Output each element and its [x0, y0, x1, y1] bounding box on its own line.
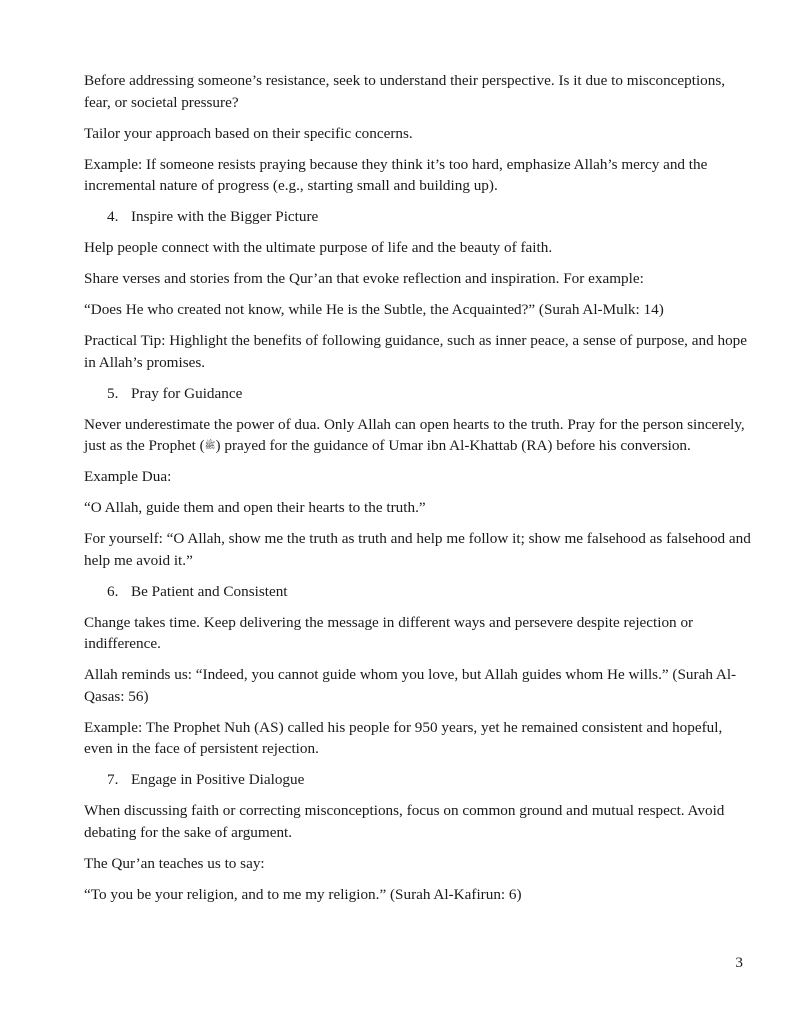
quote-al-mulk: “Does He who created not know, while He is the Subtle, the Acquainted?” (Surah Al-Mulk: 14) — [84, 301, 664, 318]
paragraph-ultimate-purpose: Help people connect with the ultimate purpose of life and the beauty of faith. — [84, 239, 553, 256]
paragraph-tailor-approach: Tailor your approach based on their specific concerns. — [84, 124, 413, 142]
paragraph-common-ground: When discussing faith or correcting misconceptions, focus on common ground and mutual respect. Avoid debating for the sake of argument. — [84, 802, 725, 841]
list-item-6 — [84, 581, 752, 603]
paragraph-understand-perspective: Before addressing someone’s resistance, seek to understand their perspective. Is it due to misconceptions, fear, or societal pressure? — [84, 72, 726, 111]
list-item-number: 5. — [107, 384, 119, 402]
list-item-label: Engage in Positive Dialogue — [131, 771, 305, 788]
paragraph-example-nuh: Example: The Prophet Nuh (AS) called his people for 950 years, yet he remained consistent and hopeful, even in the face of persistent rejection. — [84, 718, 723, 757]
quote-dua-guide-them: “O Allah, guide them and open their hearts to the truth.” — [84, 499, 426, 516]
quote-al-qasas: Allah reminds us: “Indeed, you cannot guide whom you love, but Allah guides whom He wills.” (Surah Al-Qasas: 56) — [84, 666, 737, 705]
document-page — [84, 70, 752, 915]
list-item-number: 7. — [107, 771, 119, 788]
list-item-number: 6. — [107, 582, 119, 600]
list-item-4 — [84, 206, 752, 228]
list-item-number: 4. — [107, 208, 119, 225]
paragraph-power-of-dua — [84, 414, 752, 457]
paragraph-example-dua-label: Example Dua: — [84, 468, 172, 485]
dua-text-after: ) prayed for the guidance of Umar ibn Al-Khattab (RA) before his conversion. — [215, 437, 691, 454]
list-item-label: Be Patient and Consistent — [131, 582, 288, 600]
paragraph-dua-for-yourself: For yourself: “O Allah, show me the truth as truth and help me follow it; show me falsehood as falsehood and help me avoid it.” — [84, 530, 751, 569]
quote-al-kafirun: “To you be your religion, and to me my religion.” (Surah Al-Kafirun: 6) — [84, 885, 522, 903]
list-item-label: Inspire with the Bigger Picture — [131, 208, 319, 225]
paragraph-quran-teaches: The Qur’an teaches us to say: — [84, 854, 265, 872]
list-item-7 — [84, 769, 752, 791]
page-number: 3 — [735, 954, 743, 971]
paragraph-example-praying: Example: If someone resists praying because they think it’s too hard, emphasize Allah’s mercy and the incremental nature of progress (e.g., starting small and building up). — [84, 155, 708, 194]
list-item-5 — [84, 383, 752, 405]
paragraph-practical-tip: Practical Tip: Highlight the benefits of following guidance, such as inner peace, a sense of purpose, and hope in Allah’s promises. — [84, 332, 748, 371]
dua-text-before: Never underestimate the power of dua. Only Allah can open hearts to the truth. Pray for the person sincerely, just as the Prophet ( — [84, 415, 745, 454]
paragraph-share-verses: Share verses and stories from the Qur’an that evoke reflection and inspiration. For example: — [84, 270, 644, 287]
honorific-glyph: ﷺ — [204, 440, 216, 450]
paragraph-change-takes-time: Change takes time. Keep delivering the message in different ways and persevere despite rejection or indifference. — [84, 613, 694, 652]
list-item-label: Pray for Guidance — [131, 384, 243, 402]
